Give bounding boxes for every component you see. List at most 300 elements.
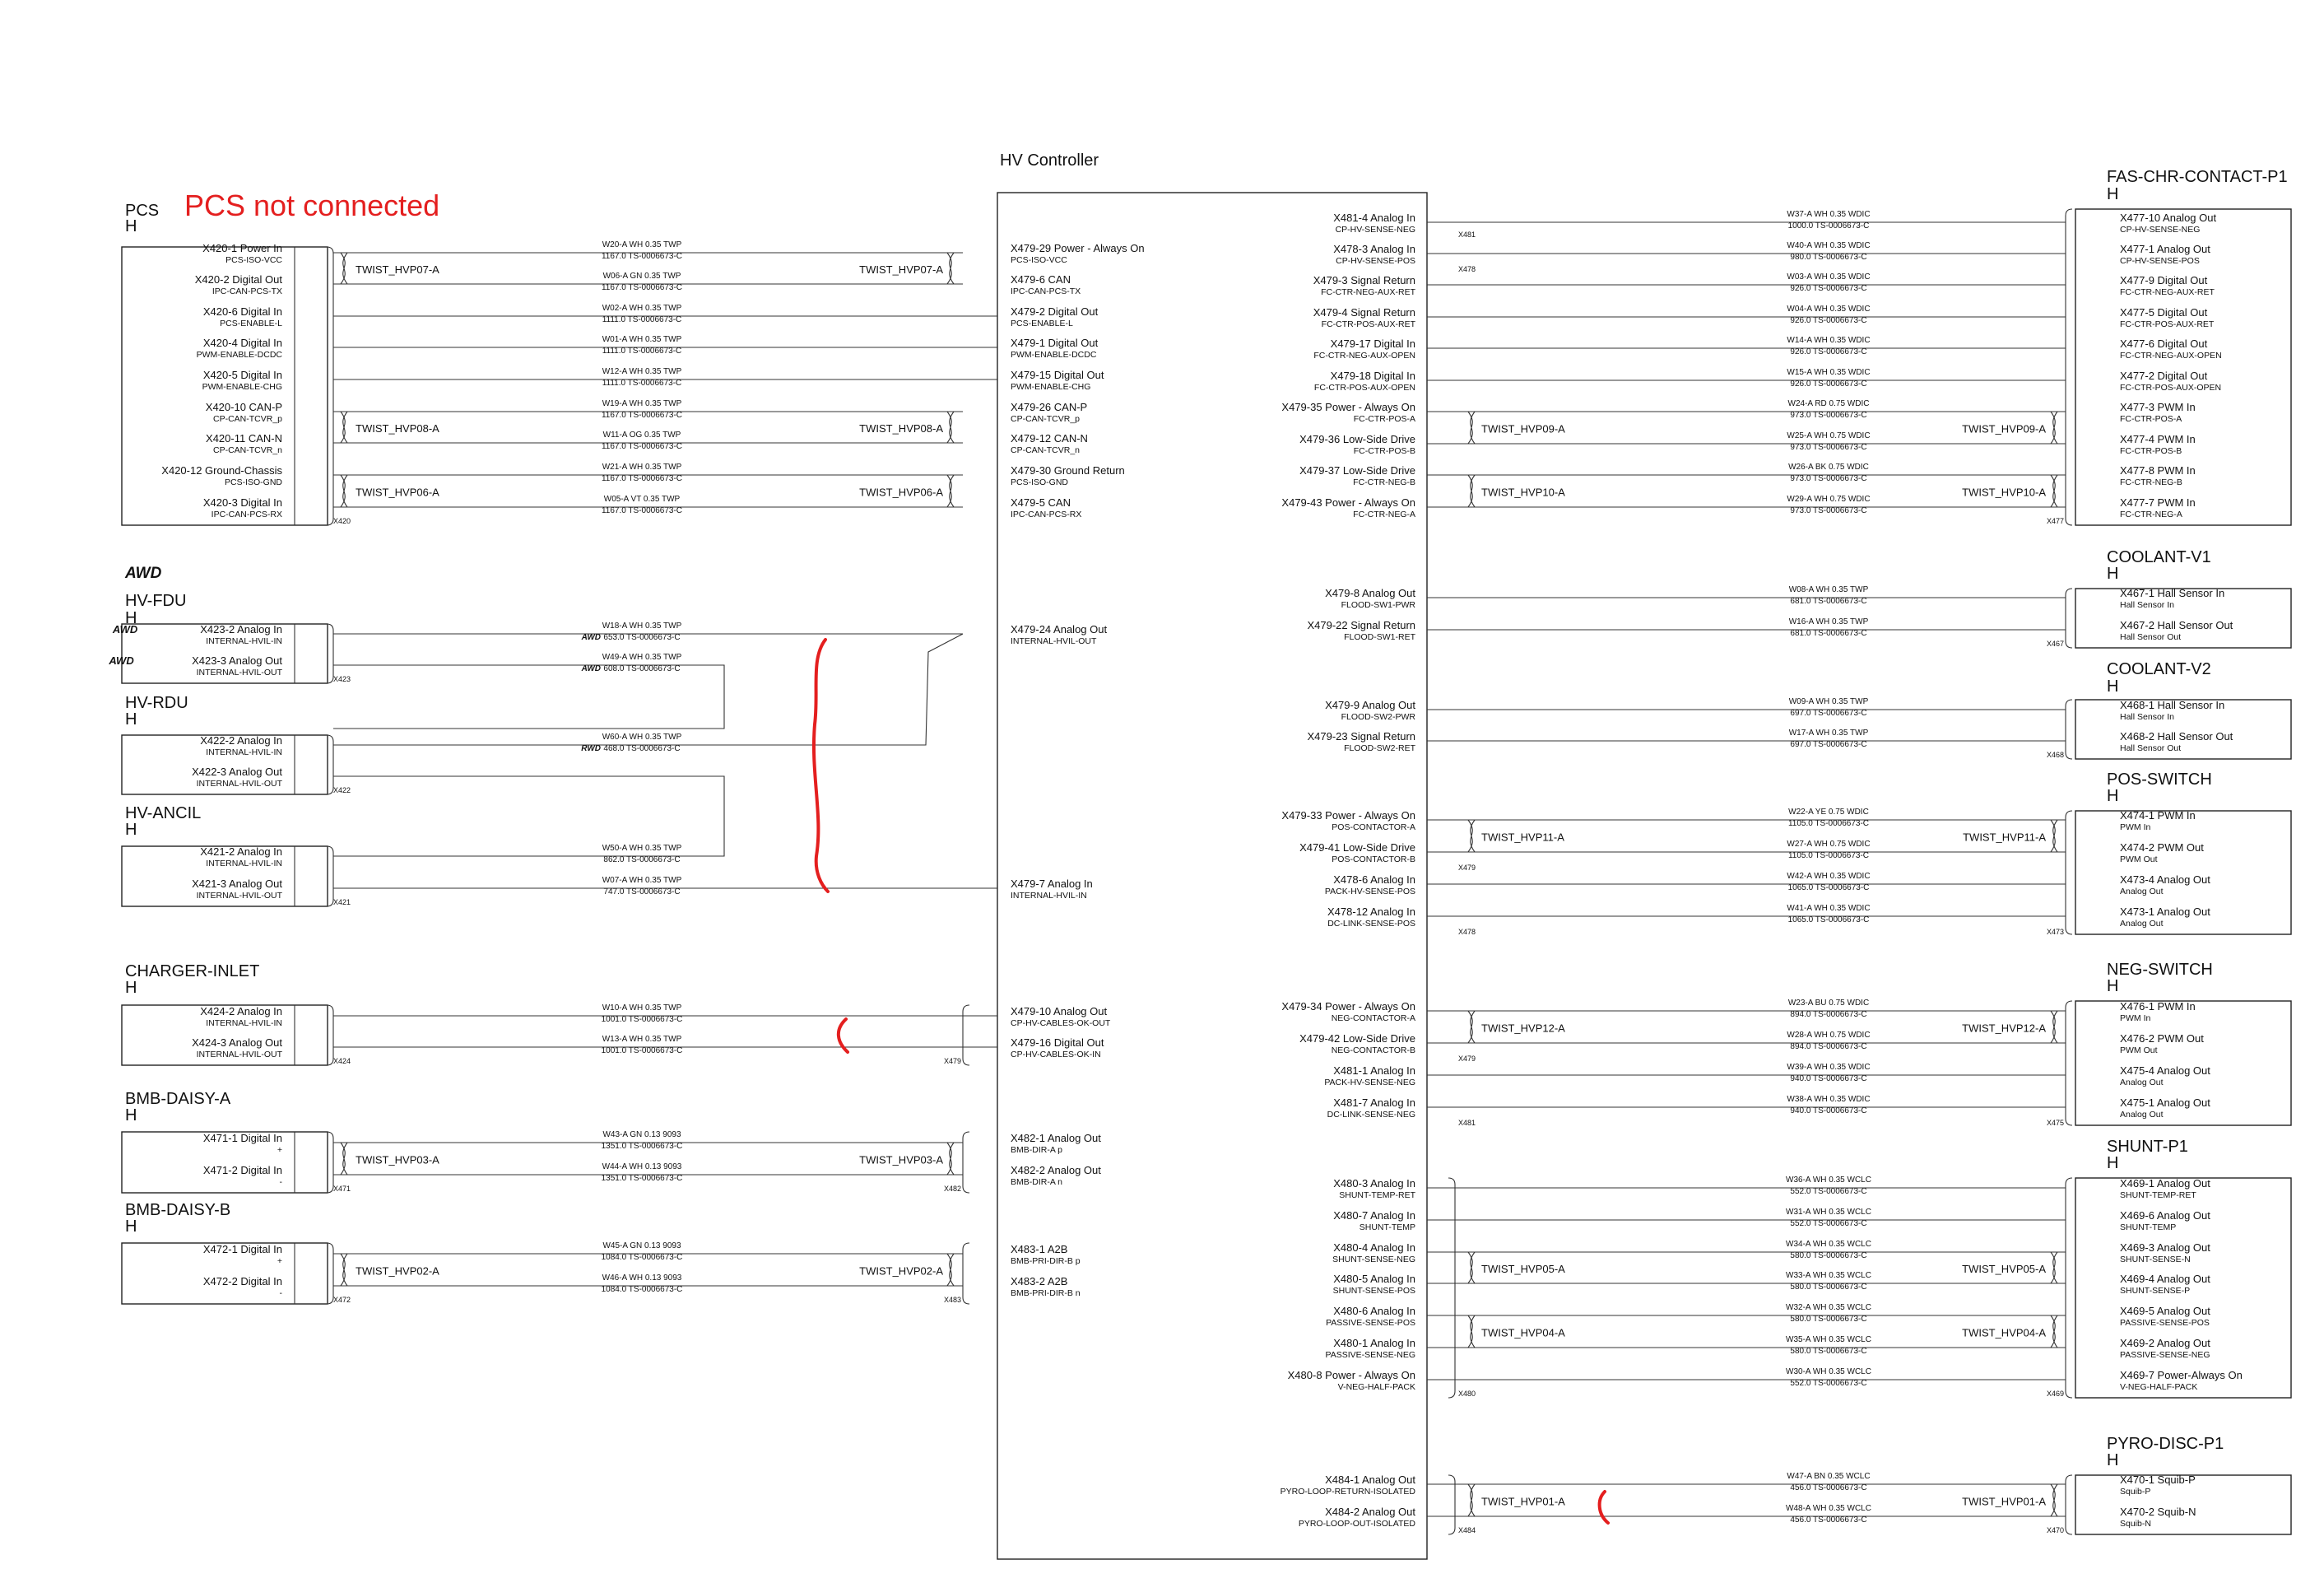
controller-pin-signal: PCS-ISO-VCC [1011, 255, 1067, 265]
connector-label: X480 [1458, 1390, 1476, 1398]
device-sub: H [125, 1106, 137, 1124]
controller-pin-label: X479-42 Low-Side Drive [1299, 1032, 1415, 1045]
controller-pin-signal: BMB-DIR-A p [1011, 1145, 1063, 1155]
wire-length: 1065.0 TS-0006673-C [1787, 883, 1870, 892]
pin-label: X477-10 Analog Out [2120, 212, 2217, 224]
controller-pin-label: X479-22 Signal Return [1307, 619, 1415, 631]
controller-pin-label: X479-41 Low-Side Drive [1299, 841, 1415, 854]
twist-right-twist-b [947, 412, 954, 443]
wire-spec: W20-A WH 0.35 TWP [602, 240, 682, 249]
wire-spec: W09-A WH 0.35 TWP [1788, 697, 1869, 706]
controller-pin-label: X480-6 Analog In [1333, 1305, 1415, 1317]
wire-length: 1000.0 TS-0006673-C [1787, 221, 1870, 230]
pin-label: X420-12 Ground-Chassis [161, 464, 282, 477]
controller-connector-bracket [963, 1005, 969, 1065]
wire-length: 608.0 TS-0006673-C [603, 664, 681, 673]
wire-length: 580.0 TS-0006673-C [1790, 1251, 1867, 1260]
controller-pin-signal: FC-CTR-NEG-AUX-RET [1321, 287, 1415, 297]
device-name-neg-switch: NEG-SWITCH [2107, 961, 2213, 979]
pin-signal: PWM-ENABLE-DCDC [196, 350, 282, 360]
controller-pin-label: X482-1 Analog Out [1011, 1132, 1101, 1144]
connector-label: X469 [2046, 1390, 2064, 1398]
controller-pin-signal: FC-CTR-NEG-B [1353, 477, 1415, 487]
wire-spec: W22-A YE 0.75 WDIC [1788, 808, 1869, 817]
twist-label: TWIST_HVP03-A [356, 1153, 439, 1166]
controller-pin-label: X481-4 Analog In [1333, 212, 1415, 224]
twist-left-twist-b [1468, 1315, 1475, 1348]
wire-length: 697.0 TS-0006673-C [1790, 740, 1867, 749]
wire-spec: W34-A WH 0.35 WCLC [1786, 1240, 1871, 1249]
wire-spec: W47-A BN 0.35 WCLC [1787, 1472, 1871, 1481]
controller-connector-label: X478 [1458, 265, 1476, 273]
twist-right-twist-b [947, 253, 954, 284]
device-name-bmb-daisy-b: BMB-DAISY-B [125, 1201, 231, 1219]
twist-right-twist-b [2051, 820, 2057, 852]
controller-pin-label: X480-4 Analog In [1333, 1241, 1415, 1254]
pin-label: X471-1 Digital In [202, 1132, 282, 1144]
pin-signal: INTERNAL-HVIL-IN [206, 747, 282, 757]
controller-pin-label: X479-7 Analog In [1011, 878, 1093, 890]
wire-spec: W44-A WH 0.13 9093 [602, 1162, 682, 1171]
device-sub: H [2107, 185, 2119, 203]
pin-signal: FC-CTR-POS-AUX-RET [2120, 319, 2215, 329]
wire-length: 980.0 TS-0006673-C [1790, 253, 1867, 262]
wire-length: 681.0 TS-0006673-C [1790, 629, 1867, 638]
pin-label: X473-1 Analog Out [2120, 906, 2210, 918]
controller-pin-label: X479-10 Analog Out [1011, 1005, 1108, 1017]
controller-pin-signal: IPC-CAN-PCS-TX [1011, 286, 1081, 296]
pin-signal: SHUNT-TEMP [2120, 1222, 2177, 1232]
controller-pin-label: X484-1 Analog Out [1325, 1474, 1415, 1486]
pin-signal: INTERNAL-HVIL-OUT [196, 1050, 282, 1059]
pin-signal: FC-CTR-POS-B [2120, 446, 2182, 456]
controller-pin-label: X479-23 Signal Return [1307, 730, 1415, 743]
twist-right-twist-b [2051, 1252, 2057, 1283]
wire-tag: RWD [581, 744, 601, 753]
wire-spec: W46-A WH 0.13 9093 [602, 1273, 682, 1283]
wire-length: 747.0 TS-0006673-C [603, 887, 681, 896]
pin-label: X477-9 Digital Out [2120, 274, 2208, 286]
controller-pin-signal: IPC-CAN-PCS-RX [1011, 510, 1082, 519]
controller-pin-signal: FLOOD-SW2-PWR [1341, 712, 1415, 722]
pin-signal: + [277, 1145, 282, 1155]
controller-pin-label: X479-43 Power - Always On [1281, 496, 1415, 509]
wire-length: 580.0 TS-0006673-C [1790, 1283, 1867, 1292]
twist-label: TWIST_HVP10-A [1962, 486, 2046, 499]
pin-label: X469-5 Analog Out [2120, 1305, 2210, 1317]
pin-signal: PWM Out [2120, 854, 2158, 864]
twist-label: TWIST_HVP05-A [1962, 1263, 2046, 1275]
pin-signal: Squib-N [2120, 1519, 2151, 1529]
wire-spec: W14-A WH 0.35 WDIC [1787, 336, 1871, 345]
wire-length: 697.0 TS-0006673-C [1790, 709, 1867, 718]
controller-title: HV Controller [1000, 151, 1099, 170]
controller-pin-signal: FC-CTR-POS-AUX-RET [1321, 319, 1415, 329]
connector-label: X424 [333, 1057, 351, 1065]
wire-length: 1001.0 TS-0006673-C [601, 1015, 683, 1024]
pin-signal: Analog Out [2120, 1078, 2164, 1087]
pin-label: X468-2 Hall Sensor Out [2120, 730, 2233, 743]
wire-length: 580.0 TS-0006673-C [1790, 1347, 1867, 1356]
controller-pin-label: X480-7 Analog In [1333, 1209, 1415, 1222]
twist-label: TWIST_HVP06-A [356, 486, 439, 499]
controller-pin-signal: SHUNT-SENSE-POS [1332, 1286, 1415, 1296]
pin-tag: AWD [112, 623, 138, 636]
wire-length: 940.0 TS-0006673-C [1790, 1074, 1867, 1083]
controller-pin-label: X478-6 Analog In [1333, 873, 1415, 886]
pin-label: X469-7 Power-Always On [2120, 1369, 2243, 1381]
controller-pin-signal: PYRO-LOOP-OUT-ISOLATED [1298, 1519, 1415, 1529]
pin-signal: CP-HV-SENSE-POS [2120, 256, 2200, 266]
controller-pin-signal: FC-CTR-POS-B [1353, 446, 1415, 456]
controller-pin-label: X480-1 Analog In [1333, 1337, 1415, 1349]
wire-spec: W31-A WH 0.35 WCLC [1786, 1208, 1871, 1217]
pin-signal: PCS-ISO-GND [224, 477, 282, 487]
wire-spec: W30-A WH 0.35 WCLC [1786, 1367, 1871, 1376]
twist-label: TWIST_HVP01-A [1962, 1495, 2046, 1508]
twist-left-twist-b [1468, 1252, 1475, 1283]
controller-pin-signal: CP-CAN-TCVR_n [1011, 445, 1081, 455]
connector-label: X423 [333, 675, 351, 683]
wire-spec: W10-A WH 0.35 TWP [602, 1003, 682, 1013]
pin-label: X469-1 Analog Out [2120, 1177, 2210, 1190]
controller-connector-bracket [963, 1132, 969, 1193]
red-annotation-pyro [1600, 1492, 1608, 1523]
wire-length: 973.0 TS-0006673-C [1790, 474, 1867, 483]
connector-label: X421 [333, 898, 351, 906]
twist-left-twist-b [1468, 1484, 1475, 1516]
wire-length: 926.0 TS-0006673-C [1790, 316, 1867, 325]
pin-label: X421-3 Analog Out [192, 878, 282, 890]
pin-label: X420-3 Digital In [202, 496, 282, 509]
wire-spec: W39-A WH 0.35 WDIC [1787, 1063, 1871, 1072]
twist-left-twist-b [1468, 475, 1475, 507]
twist-label: TWIST_HVP07-A [356, 263, 439, 276]
pin-signal: SHUNT-SENSE-N [2120, 1255, 2191, 1264]
wire-length: 1105.0 TS-0006673-C [1787, 851, 1870, 860]
wire-spec: W42-A WH 0.35 WDIC [1787, 872, 1871, 881]
wire-length: 1167.0 TS-0006673-C [601, 252, 683, 261]
wire-spec: W21-A WH 0.35 TWP [602, 463, 682, 472]
wire-spec: W15-A WH 0.35 WDIC [1787, 368, 1871, 377]
twist-right-twist-b [2051, 1315, 2057, 1348]
pin-label: X473-4 Analog Out [2120, 873, 2210, 886]
wire-spec: W29-A WH 0.75 WDIC [1787, 495, 1871, 504]
pin-signal: Hall Sensor Out [2120, 743, 2182, 753]
wire-spec: W03-A WH 0.35 WDIC [1787, 272, 1871, 282]
device-sub: H [2107, 565, 2119, 583]
wire-length: 894.0 TS-0006673-C [1790, 1010, 1867, 1019]
pin-signal: FC-CTR-NEG-AUX-RET [2120, 287, 2215, 297]
pin-signal: Squib-P [2120, 1487, 2151, 1497]
pin-signal: INTERNAL-HVIL-OUT [196, 668, 282, 677]
controller-pin-label: X479-37 Low-Side Drive [1299, 464, 1415, 477]
twist-label: TWIST_HVP11-A [1481, 831, 1564, 844]
wire-spec: W17-A WH 0.35 TWP [1788, 729, 1869, 738]
pin-signal: INTERNAL-HVIL-IN [206, 859, 282, 868]
wire-spec: W12-A WH 0.35 TWP [602, 367, 682, 376]
controller-pin-signal: FC-CTR-POS-AUX-OPEN [1313, 383, 1415, 393]
pin-signal: INTERNAL-HVIL-OUT [196, 891, 282, 901]
pin-signal: FC-CTR-POS-AUX-OPEN [2120, 383, 2222, 393]
wire-spec: W28-A WH 0.75 WDIC [1787, 1031, 1871, 1040]
wire-spec: W35-A WH 0.35 WCLC [1786, 1335, 1871, 1344]
wire-spec: W18-A WH 0.35 TWP [602, 622, 682, 631]
wire-spec: W02-A WH 0.35 TWP [602, 304, 682, 313]
pin-signal: + [277, 1256, 282, 1266]
pin-signal: - [279, 1177, 282, 1187]
device-name-bmb-daisy-a: BMB-DAISY-A [125, 1090, 231, 1108]
pin-signal: INTERNAL-HVIL-IN [206, 1018, 282, 1028]
controller-connector-bracket [1448, 1178, 1455, 1398]
pin-label: X477-5 Digital Out [2120, 306, 2208, 319]
connector-label: X483 [943, 1296, 961, 1304]
controller-pin-signal: DC-LINK-SENSE-NEG [1327, 1110, 1415, 1120]
pin-signal: Analog Out [2120, 1110, 2164, 1120]
pin-signal: PCS-ENABLE-L [220, 319, 282, 328]
twist-label: TWIST_HVP05-A [1481, 1263, 1565, 1275]
device-sub: H [125, 979, 137, 997]
wire-spec: W26-A BK 0.75 WDIC [1788, 463, 1869, 472]
device-sub: H [2107, 1154, 2119, 1172]
controller-pin-signal: BMB-DIR-A n [1011, 1177, 1063, 1187]
controller-connector-label: X478 [1458, 928, 1476, 936]
pin-tag: AWD [109, 654, 134, 667]
twist-left-twist-b [341, 475, 347, 507]
controller-connector-label: X479 [1458, 864, 1476, 872]
controller-pin-label: X479-15 Digital Out [1011, 369, 1104, 381]
device-connector-bracket [2066, 811, 2072, 934]
connector-label: X471 [333, 1185, 351, 1193]
controller-pin-label: X479-4 Signal Return [1313, 306, 1415, 319]
device-name-pyro-disc-p1: PYRO-DISC-P1 [2107, 1435, 2224, 1453]
wire-tag: AWD [581, 664, 601, 673]
controller-pin-label: X478-3 Analog In [1333, 243, 1415, 255]
connector-label: X473 [2046, 928, 2064, 936]
wire-length: 1111.0 TS-0006673-C [602, 379, 682, 388]
wire-length: 580.0 TS-0006673-C [1790, 1315, 1867, 1324]
pin-label: X472-1 Digital In [202, 1243, 282, 1255]
controller-pin-signal: PCS-ISO-GND [1011, 477, 1069, 487]
wire-spec: W23-A BU 0.75 WDIC [1787, 999, 1870, 1008]
wire-spec: W49-A WH 0.35 TWP [602, 653, 682, 662]
pin-label: X420-10 CAN-P [205, 401, 282, 413]
pin-label: X477-3 PWM In [2120, 401, 2196, 413]
device-sub: H [125, 217, 137, 235]
controller-pin-label: X479-33 Power - Always On [1281, 809, 1415, 822]
controller-pin-label: X480-8 Power - Always On [1287, 1369, 1415, 1381]
wire-length: 468.0 TS-0006673-C [603, 744, 681, 753]
twist-left-twist-b [341, 1143, 347, 1175]
device-name-charger-inlet: CHARGER-INLET [125, 962, 260, 980]
device-connector-bracket [2066, 1475, 2072, 1534]
device-sub: H [2107, 677, 2119, 696]
pin-label: X475-4 Analog Out [2120, 1064, 2210, 1077]
wire-spec: W48-A WH 0.35 WCLC [1786, 1504, 1871, 1513]
twist-label: TWIST_HVP12-A [1962, 1022, 2046, 1035]
pin-signal: SHUNT-TEMP-RET [2120, 1190, 2196, 1200]
wire-length: 552.0 TS-0006673-C [1790, 1219, 1867, 1228]
connector-label: X484 [1458, 1526, 1476, 1534]
wire-length: 894.0 TS-0006673-C [1790, 1042, 1867, 1051]
controller-connector-bracket [963, 1243, 969, 1304]
pin-label: X477-4 PWM In [2120, 433, 2196, 445]
twist-right-twist-b [947, 1143, 954, 1175]
pin-signal: FC-CTR-POS-A [2120, 414, 2182, 424]
controller-pin-label: X480-5 Analog In [1333, 1273, 1415, 1285]
pin-label: X420-6 Digital In [202, 305, 282, 318]
pin-label: X475-1 Analog Out [2120, 1096, 2210, 1109]
pin-label: X423-2 Analog In [200, 623, 282, 636]
pin-signal: PWM-ENABLE-CHG [202, 382, 282, 392]
controller-pin-label: X479-24 Analog Out [1011, 623, 1108, 636]
device-connector-bracket [2066, 700, 2072, 759]
device-sub: H [125, 821, 137, 839]
controller-pin-label: X479-9 Analog Out [1325, 699, 1415, 711]
device-sub: H [2107, 977, 2119, 995]
controller-pin-label: X479-12 CAN-N [1011, 432, 1088, 445]
pin-label: X420-5 Digital In [202, 369, 282, 381]
connector-label: X472 [333, 1296, 351, 1304]
wire-hvil-w49 [333, 665, 724, 729]
twist-label: TWIST_HVP02-A [356, 1264, 439, 1278]
wire-length: 456.0 TS-0006673-C [1790, 1515, 1867, 1525]
wire-length: 653.0 TS-0006673-C [603, 633, 681, 642]
device-sub: H [125, 609, 137, 627]
twist-right-twist-b [2051, 1484, 2057, 1516]
pin-signal: V-NEG-HALF-PACK [2120, 1382, 2198, 1392]
controller-pin-label: X480-3 Analog In [1333, 1177, 1415, 1190]
pin-signal: PCS-ISO-VCC [225, 255, 282, 265]
wire-spec: W07-A WH 0.35 TWP [602, 876, 682, 885]
pin-signal: IPC-CAN-PCS-RX [211, 510, 282, 519]
pin-label: X471-2 Digital In [202, 1164, 282, 1176]
controller-pin-signal: CP-HV-SENSE-NEG [1335, 225, 1415, 235]
connector-label: X475 [2046, 1119, 2064, 1127]
controller-pin-label: X479-26 CAN-P [1011, 401, 1088, 413]
device-tag: AWD [125, 565, 162, 582]
wire-length: 1167.0 TS-0006673-C [601, 283, 683, 292]
pin-signal: CP-CAN-TCVR_p [212, 414, 282, 424]
controller-pin-signal: PASSIVE-SENSE-NEG [1325, 1350, 1415, 1360]
pin-signal: Hall Sensor In [2120, 712, 2174, 722]
controller-pin-label: X481-7 Analog In [1333, 1096, 1415, 1109]
pin-signal: PWM In [2120, 822, 2151, 832]
wire-spec: W40-A WH 0.35 WDIC [1787, 241, 1871, 250]
pin-signal: CP-CAN-TCVR_n [212, 445, 282, 455]
pin-signal: PASSIVE-SENSE-POS [2120, 1318, 2210, 1328]
controller-pin-signal: FLOOD-SW1-RET [1344, 632, 1415, 642]
controller-connector-label: X481 [1458, 230, 1476, 239]
twist-left-twist-b [1468, 412, 1475, 444]
pin-signal: Hall Sensor Out [2120, 632, 2182, 642]
controller-pin-label: X482-2 Analog Out [1011, 1164, 1101, 1176]
connector-label: X470 [2046, 1526, 2064, 1534]
pin-label: X469-2 Analog Out [2120, 1337, 2210, 1349]
wire-length: 1084.0 TS-0006673-C [601, 1253, 683, 1262]
twist-label: TWIST_HVP04-A [1962, 1326, 2046, 1339]
device-name-hv-rdu: HV-RDU [125, 694, 188, 712]
device-sub: H [2107, 787, 2119, 805]
pin-label: X424-3 Analog Out [192, 1036, 282, 1049]
controller-pin-signal: POS-CONTACTOR-B [1332, 854, 1415, 864]
wire-spec: W16-A WH 0.35 TWP [1788, 617, 1869, 626]
controller-pin-signal: V-NEG-HALF-PACK [1337, 1382, 1415, 1392]
controller-pin-signal: PACK-HV-SENSE-NEG [1324, 1078, 1415, 1087]
wire-length: 973.0 TS-0006673-C [1790, 506, 1867, 515]
wire-length: 1351.0 TS-0006673-C [601, 1174, 683, 1183]
pin-label: X472-2 Digital In [202, 1275, 282, 1287]
wire-length: 1111.0 TS-0006673-C [602, 315, 682, 324]
controller-pin-label: X483-2 A2B [1011, 1275, 1068, 1287]
controller-pin-label: X479-30 Ground Return [1011, 464, 1125, 477]
controller-pin-signal: FC-CTR-NEG-A [1353, 510, 1415, 519]
pin-signal: IPC-CAN-PCS-TX [211, 286, 282, 296]
wire-spec: W41-A WH 0.35 WDIC [1787, 904, 1871, 913]
twist-label: TWIST_HVP10-A [1481, 486, 1565, 499]
device-name-hv-fdu: HV-FDU [125, 592, 187, 610]
controller-pin-signal: INTERNAL-HVIL-IN [1011, 891, 1087, 901]
wire-length: 862.0 TS-0006673-C [603, 855, 681, 864]
device-name-coolant-v2: COOLANT-V2 [2107, 660, 2211, 678]
wire-length: 552.0 TS-0006673-C [1790, 1379, 1867, 1388]
twist-label: TWIST_HVP09-A [1481, 422, 1565, 435]
red-annotation-hvil [814, 640, 828, 892]
annotation-note: PCS not connected [184, 189, 440, 222]
controller-pin-signal: FLOOD-SW2-RET [1344, 743, 1415, 753]
wire-length: 926.0 TS-0006673-C [1790, 284, 1867, 293]
pin-label: X477-7 PWM In [2120, 496, 2196, 509]
pin-label: X469-3 Analog Out [2120, 1241, 2210, 1254]
controller-pin-signal: PWM-ENABLE-CHG [1011, 382, 1091, 392]
wire-spec: W45-A GN 0.13 9093 [602, 1241, 681, 1250]
controller-pin-signal: CP-HV-SENSE-POS [1336, 256, 1415, 266]
controller-pin-label: X479-17 Digital In [1330, 338, 1415, 350]
controller-pin-signal: BMB-PRI-DIR-B p [1011, 1256, 1081, 1266]
wire-spec: W04-A WH 0.35 WDIC [1787, 305, 1871, 314]
controller-pin-signal: POS-CONTACTOR-A [1332, 822, 1415, 832]
pin-label: X420-2 Digital Out [194, 273, 282, 286]
wire-spec: W38-A WH 0.35 WDIC [1787, 1095, 1871, 1104]
pin-signal: FC-CTR-NEG-A [2120, 510, 2182, 519]
controller-pin-signal: SHUNT-SENSE-NEG [1332, 1255, 1415, 1264]
controller-pin-label: X479-18 Digital In [1330, 370, 1415, 382]
connector-label: X482 [943, 1185, 961, 1193]
device-connector-bracket [2066, 1178, 2072, 1398]
wire-length: 1167.0 TS-0006673-C [601, 411, 683, 420]
controller-pin-signal: INTERNAL-HVIL-OUT [1011, 636, 1097, 646]
pin-label: X423-3 Analog Out [192, 654, 282, 667]
device-name-pcs: PCS [125, 202, 160, 220]
wire-length: 681.0 TS-0006673-C [1790, 597, 1867, 606]
connector-label: X479 [943, 1057, 961, 1065]
wire-tag: AWD [581, 633, 601, 642]
pin-signal: FC-CTR-NEG-AUX-OPEN [2120, 351, 2222, 361]
twist-left-twist-b [341, 1254, 347, 1286]
controller-pin-label: X484-2 Analog Out [1325, 1506, 1415, 1518]
controller-pin-label: X479-36 Low-Side Drive [1299, 433, 1415, 445]
pin-label: X469-4 Analog Out [2120, 1273, 2210, 1285]
device-name-shunt-p1: SHUNT-P1 [2107, 1138, 2188, 1156]
connector-label: X477 [2046, 517, 2064, 525]
wire-length: 973.0 TS-0006673-C [1790, 443, 1867, 452]
controller-connector-label: X479 [1458, 1055, 1476, 1063]
pin-signal: Hall Sensor In [2120, 600, 2174, 610]
device-sub: H [125, 1217, 137, 1236]
pin-label: X467-1 Hall Sensor In [2120, 587, 2225, 599]
pin-label: X477-1 Analog Out [2120, 243, 2210, 255]
twist-left-twist-b [1468, 1011, 1475, 1043]
